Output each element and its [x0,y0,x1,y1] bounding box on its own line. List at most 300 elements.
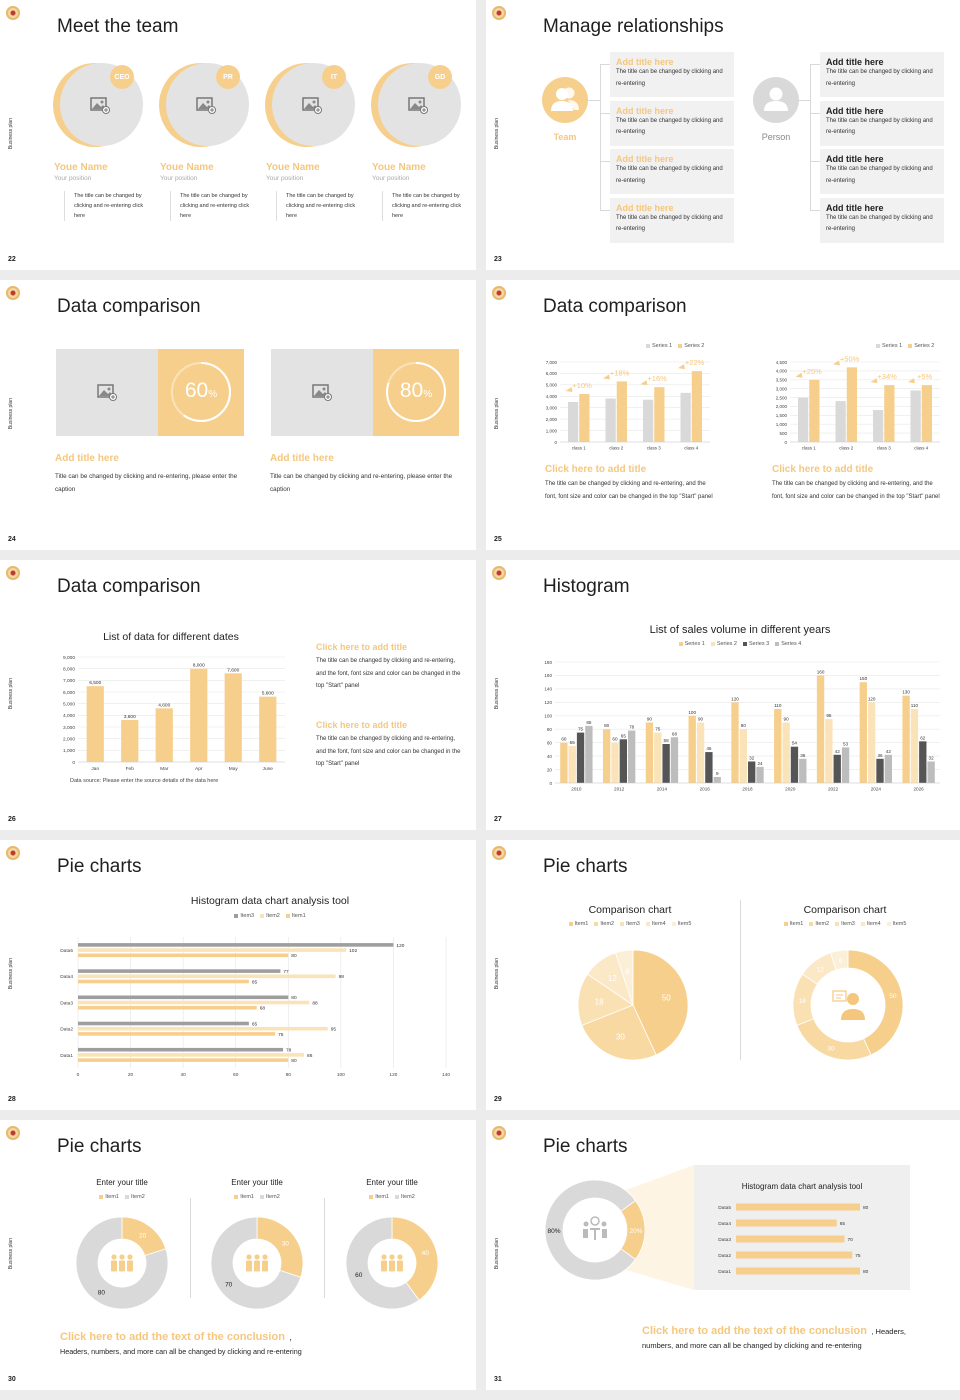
legend-label: Item1 [105,1194,119,1200]
slide-title: Data comparison [57,576,201,597]
legend-label: Item1 [240,1194,254,1200]
legend-item [260,913,280,919]
bar [736,1204,860,1211]
legend-label: Series 4 [781,641,802,647]
y-tick-label: 4,000 [62,714,75,720]
logo-icon [6,1126,20,1140]
chart-legend [62,1194,182,1200]
bar [748,761,755,783]
y-tick-label: 6,000 [545,371,557,377]
legend-item [784,921,804,927]
relationship-box[interactable] [820,52,944,97]
relationship-box[interactable] [610,149,734,194]
bar [156,708,173,762]
y-tick-label: 2,000 [545,416,557,422]
slide-22[interactable] [0,0,476,270]
head [262,1254,267,1259]
page-number: 25 [494,536,502,543]
x-tick-label: class 3 [876,445,891,451]
y-tick-label: 2,500 [775,395,787,401]
bar [836,401,846,442]
x-tick-label: May [228,766,238,772]
card-heading[interactable]: Add title here [55,453,119,464]
legend-item [395,1194,415,1200]
x-tick-label: 2010 [571,786,582,792]
slide-title: Pie charts [57,1136,142,1157]
y-tick-label: 0 [554,439,557,445]
member-position: Your position [160,175,198,182]
y-tick-label: Data1 [60,1053,73,1059]
page-number: 30 [8,1376,16,1383]
growth-annotation: +25% [802,366,822,376]
data-label: 75 [577,726,584,732]
logo-icon [6,846,20,860]
bar [705,752,712,783]
box-text: The title can be changed by clicking and re-entering [616,166,723,184]
slice-label: 6 [625,967,630,977]
legend-item [743,641,769,647]
bar [662,744,669,783]
legend-label: Item2 [600,921,615,927]
data-label: 24 [757,760,763,766]
legend-label: Item2 [401,1194,415,1200]
page-number: 22 [8,256,16,263]
connector [600,161,610,162]
data-label: 120 [396,943,405,949]
arrow-icon [908,378,915,383]
y-tick-label: 7,000 [62,679,75,685]
data-label: 3,600 [123,715,136,720]
histogram-chart [526,656,946,796]
y-tick-label: 1,000 [545,428,557,434]
role-badge: CEO [110,65,134,89]
data-label: 60 [561,736,567,742]
y-tick-label: 180 [544,659,552,665]
member-name[interactable]: Youe Name [266,162,320,173]
slide-30[interactable] [0,1120,476,1390]
meeting-icon [582,1216,608,1242]
bar [736,1220,837,1227]
connector [600,113,610,114]
legend-item [286,913,306,919]
bar [681,393,691,442]
slide-28[interactable] [0,840,476,1110]
y-tick-label: 60 [546,740,552,746]
donut-chart [344,1215,440,1311]
bar [847,367,857,442]
slice-label: 18 [798,998,806,1006]
slide-24[interactable] [0,280,476,550]
box-text: The title can be changed by clicking and re-entering [826,166,933,184]
data-label: 95 [330,1027,337,1033]
block-text: The title can be changed by clicking and re-entering, and the font, font size and color can be changed in the top "Start" panel [316,736,461,767]
head [111,1254,116,1259]
slice-label: 6 [838,957,843,965]
connector [810,113,820,114]
legend-label: Item1 [789,921,804,927]
chart-title: Enter your title [366,1178,418,1187]
bar [825,719,832,783]
data-label: 120 [867,696,876,702]
legend-item [646,343,672,349]
card-heading[interactable]: Add title here [270,453,334,464]
slide-27[interactable] [486,560,960,830]
bar [697,723,704,784]
data-label: 90 [697,716,704,722]
slice-label: 20% [629,1228,643,1235]
caption-heading[interactable]: Click here to add title [545,464,647,475]
connector [600,210,610,211]
slice-label: 20 [138,1232,147,1240]
bar [259,697,276,762]
body [127,1261,133,1272]
bar [585,726,592,783]
x-tick-label: class 4 [684,445,699,451]
data-label: 80 [291,996,297,1002]
x-tick-label: class 4 [914,445,929,451]
data-label: 100 [688,709,697,715]
slide-23[interactable] [486,0,960,270]
data-label: 68 [259,1006,266,1012]
slice-label: 30 [281,1240,289,1248]
chart-title: Comparison chart [588,904,672,916]
role-badge: PR [216,65,240,89]
bar [842,747,849,783]
data-label: 60 [612,736,618,742]
bar [78,1022,249,1026]
bar [809,380,819,442]
logo-icon [492,566,506,580]
body [111,1261,117,1272]
body [262,1261,268,1272]
chart-legend [332,1194,452,1200]
data-label: 42 [885,748,891,754]
y-tick-label: 120 [544,700,552,706]
data-source: Data source: Please enter the source details of the data here [70,778,219,784]
data-label: 5,600 [261,691,274,697]
text-block [316,642,462,693]
bar [78,969,280,973]
relationship-box[interactable] [610,52,734,97]
x-tick-label: 2012 [614,786,625,792]
bar [78,1058,288,1062]
member-description: The title can be changed by clicking and re-entering click here [170,191,250,221]
x-tick-label: 100 [336,1073,345,1078]
body [254,1261,260,1272]
data-label: 78 [286,1048,292,1054]
y-tick-label: 1,000 [62,749,75,755]
page-number: 28 [8,1096,16,1103]
bar [860,682,867,783]
block-heading[interactable]: Click here to add title [316,642,408,652]
legend-label: Item3 [841,921,855,927]
relationship-box[interactable] [610,198,734,243]
x-tick-label: Feb [125,766,134,772]
body [246,1261,252,1272]
data-label: 7,600 [227,668,240,674]
data-label: 110 [910,703,919,709]
legend-item [234,913,254,919]
block-heading[interactable]: Click here to add title [316,720,408,730]
chart-legend [646,343,704,349]
logo-icon [492,286,506,300]
connector [799,100,810,101]
y-tick-label: Data1 [718,1269,731,1275]
data-label: 75 [855,1253,861,1259]
bar [121,720,138,762]
data-label: 70 [847,1237,853,1243]
chart-panel [694,1165,910,1290]
box-text: The title can be changed by clicking and re-entering [826,214,933,232]
relationship-box[interactable] [820,101,944,146]
bar [689,716,696,783]
y-tick-label: 3,000 [62,725,75,731]
bar [922,385,932,442]
data-label: 65 [251,980,258,986]
conclusion-text: Headers, numbers, and more can all be changed by clicking and re-entering [60,1347,302,1356]
slice-label: 80% [547,1228,561,1235]
x-tick-label: class 2 [839,445,854,451]
chart-legend [590,641,890,647]
y-tick-label: 0 [72,760,75,766]
legend-item [678,343,704,349]
box-text: The title can be changed by clicking and re-entering [616,214,723,232]
data-label: 4,600 [158,703,171,709]
x-tick-label: Apr [195,766,203,772]
caption-text: The title can be changed by clicking and re-entering, and the font, font size and color can be changed in the top "Start" panel [545,481,713,500]
legend-item [672,921,692,927]
data-label: 68 [671,731,678,737]
bar [603,729,610,783]
legend-label: Item2 [266,913,280,919]
slice-label: 30 [615,1032,625,1042]
slide-26[interactable] [0,560,476,830]
bar [78,1032,275,1036]
connector [600,64,601,210]
caption-right [772,464,942,503]
caption-heading[interactable]: Click here to add title [772,464,874,475]
legend-item [809,921,829,927]
member-name[interactable]: Youe Name [54,162,108,173]
data-label: 150 [859,676,868,682]
legend-item [125,1194,145,1200]
legend-label: Item3 [240,913,255,919]
box-title: Add title here [826,57,884,67]
slide-31[interactable] [486,1120,960,1390]
box-title: Add title here [826,202,884,213]
x-tick-label: 2014 [656,786,668,792]
side-label: Business plan [494,1238,500,1270]
slide-25[interactable] [486,280,960,550]
slide-title: Pie charts [57,856,142,877]
relationship-box[interactable] [610,101,734,146]
legend-label: Item2 [266,1194,280,1200]
bar [798,398,808,442]
conclusion-highlight[interactable]: Click here to add the text of the conclusion [642,1325,867,1337]
bar [87,686,104,762]
y-tick-label: 9,000 [62,655,75,661]
data-label: 80 [863,1269,869,1275]
legend-item [99,1194,119,1200]
slice-label: 12 [816,966,824,974]
team-icon [542,77,588,123]
y-tick-label: 7,000 [545,359,557,365]
legend-item [594,921,614,927]
role-badge: IT [322,65,346,89]
side-label: Business plan [8,398,14,430]
growth-annotation: +10% [572,381,592,390]
bar [606,399,616,442]
body [389,1261,395,1272]
bar [568,402,578,442]
block-text: The title can be changed by clicking and re-entering, and the font, font size and color can be changed in the top "Start" panel [316,658,461,689]
data-label: 85 [586,719,592,725]
bar [817,675,824,783]
relationship-box[interactable] [820,149,944,194]
x-tick-label: 20 [127,1073,134,1078]
chart-title: Histogram data chart analysis tool [190,895,350,907]
data-label: 98 [338,975,344,981]
y-tick-label: 2,000 [62,737,75,743]
bar [736,1268,860,1275]
data-label: 32 [928,755,934,761]
logo-icon [6,566,20,580]
team-label: Team [553,132,577,142]
legend-label: Series 1 [652,343,673,349]
data-label: 75 [278,1032,284,1038]
side-label: Business plan [8,958,14,990]
bar [873,410,883,442]
image-placeholder-icon [196,96,216,114]
y-tick-label: 3,000 [775,386,787,392]
legend-label: Item2 [131,1194,145,1200]
percent-panel [373,349,459,436]
bar-chart-left [526,352,716,456]
page-number: 29 [494,1096,502,1103]
bar [791,747,798,783]
box-text: The title can be changed by clicking and re-entering [826,117,933,135]
data-label: 54 [791,740,798,746]
bar [78,1048,283,1052]
slide-29[interactable] [486,840,960,1110]
y-tick-label: 2,000 [775,404,787,410]
legend-item [876,343,902,349]
conclusion-text-2: numbers, and more can all be changed by clicking and re-entering [642,1341,862,1350]
bar [884,385,894,442]
data-label: 58 [663,738,669,744]
x-tick-label: 0 [76,1073,80,1078]
y-tick-label: 500 [779,430,787,436]
card-caption: Title can be changed by clicking and re-entering, please enter the caption [55,473,238,493]
box-title: Add title here [616,202,674,213]
y-tick-label: Data4 [718,1221,731,1227]
presenter-icon [832,988,866,1022]
person-icon [753,77,799,123]
divider [324,1198,325,1298]
connector [810,161,820,162]
slide-title: Histogram [543,576,630,597]
connector [810,64,820,65]
text-block [316,720,462,771]
percent-unit: % [423,389,433,400]
bar [834,755,841,783]
logo-icon [492,846,506,860]
relationship-box[interactable] [820,198,944,243]
data-label: 80 [291,1059,297,1064]
image-placeholder-icon [312,383,332,401]
x-tick-label: 140 [441,1073,451,1078]
percent-unit: % [208,389,218,400]
slice-label: 30 [827,1045,835,1053]
data-label: 88 [312,1001,318,1007]
bar [225,673,242,762]
x-tick-label: class 3 [646,445,661,451]
side-label: Business plan [8,1238,14,1270]
y-tick-label: 8,000 [62,667,75,673]
member-description: The title can be changed by clicking and re-entering click here [276,191,356,221]
member-position: Your position [266,175,304,182]
data-label: 62 [920,735,926,741]
bar [577,733,584,783]
legend-label: Series 2 [716,641,737,647]
side-label: Business plan [494,678,500,710]
head [381,1254,386,1259]
side-label: Business plan [8,118,14,150]
bar [671,737,678,783]
x-tick-label: class 1 [801,445,816,451]
data-label: 65 [251,1022,258,1028]
legend-label: Series 3 [749,641,770,647]
team-icon [246,1254,268,1271]
x-tick-label: 2016 [699,786,710,792]
bar [692,371,702,442]
legend-item [679,641,705,647]
percent-value [158,379,244,403]
slide-title: Pie charts [543,856,628,877]
slice-label: 50 [889,993,897,1001]
legend-item [260,1194,280,1200]
data-label: 86 [307,1053,313,1059]
page-number: 27 [494,816,502,823]
member-name[interactable]: Youe Name [160,162,214,173]
bar [919,741,926,783]
data-label: 80 [863,1205,869,1211]
y-tick-label: 5,000 [545,382,557,388]
data-label: 78 [629,724,635,730]
bar [628,731,635,783]
head [254,1254,259,1259]
member-name[interactable]: Youe Name [372,162,426,173]
bar [569,746,576,783]
data-label: 36 [800,752,806,758]
y-tick-label: Data4 [60,975,73,981]
donut-chart [209,1215,305,1311]
legend-item [234,1194,254,1200]
data-label: 90 [646,716,652,722]
data-label: 9 [715,770,719,776]
y-tick-label: 20 [546,767,552,773]
chart-title: List of sales volume in different years [649,624,831,636]
bar [774,709,781,783]
conclusion-highlight[interactable]: Click here to add the text of the conclusion [60,1331,285,1343]
legend-label: Item1 [291,913,306,919]
image-placeholder-icon [408,96,428,114]
legend-item [908,343,934,349]
y-tick-label: Data3 [718,1237,731,1243]
data-label: 80 [740,723,746,729]
bar [736,1236,845,1243]
conclusion-comma: , [289,1332,292,1342]
